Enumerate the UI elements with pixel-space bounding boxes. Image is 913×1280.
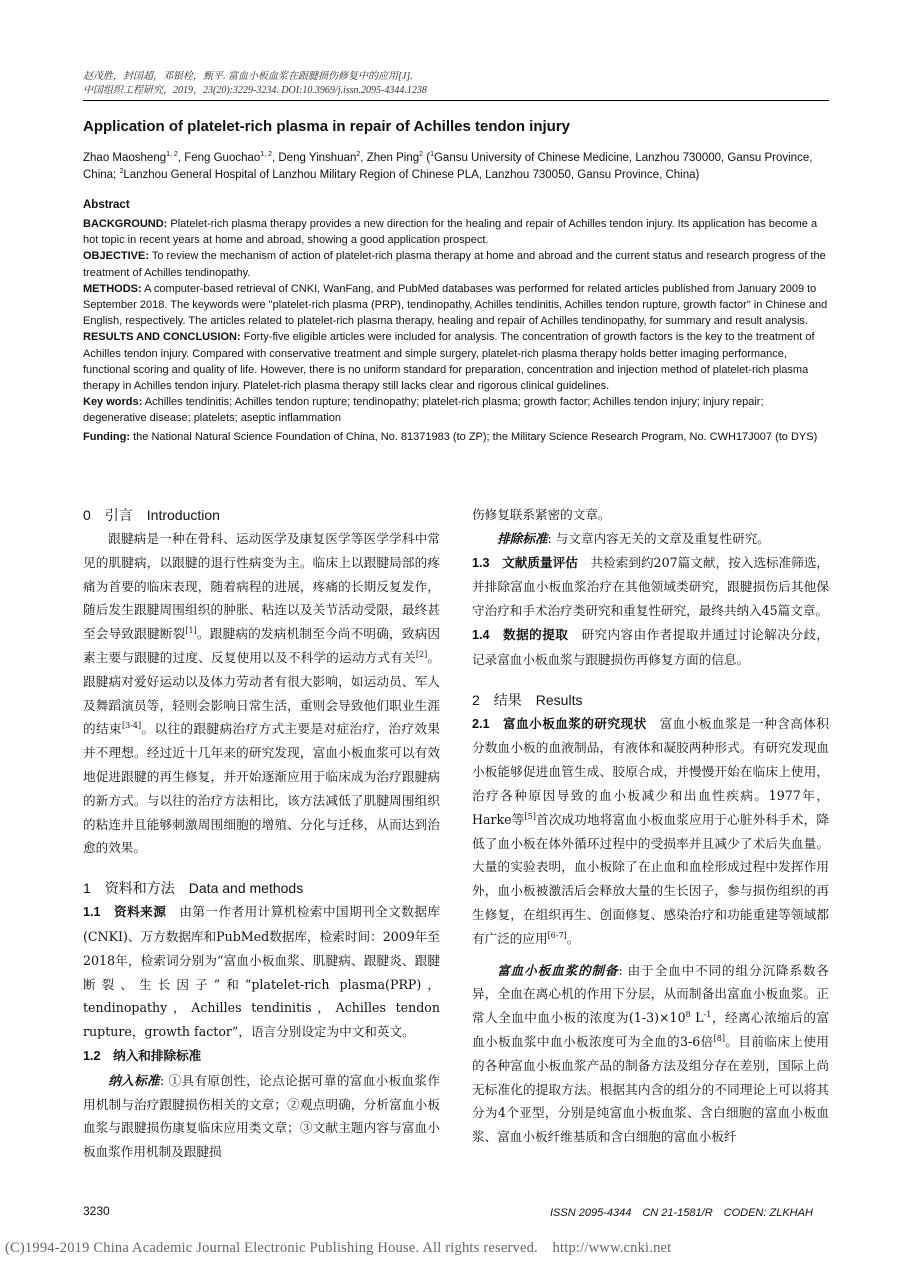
subsection-1-2 (83, 1044, 440, 1069)
subsection-1-4-heading: 1.4 数据的提取 (472, 627, 569, 642)
abstract-label: BACKGROUND: (83, 218, 168, 230)
abstract-label: Key words: (83, 396, 143, 409)
abstract-text: Forty-five eligible articles were included for analysis. The concentration of growth factors is the key to the treatment of Achilles tendon injury. Compared with conservative treatment and simple surgery, platelet-rich plasma therapy holds better imaging performance, functional scoring and quality of life. However, there is no uniform standard for preparation, concentration and injection method of platelet-rich plasma therapy in Achilles tendon injury. Platelet-rich plasma therapy still lacks clear and rigorous clinical guidelines. (83, 331, 815, 393)
citation-header (83, 70, 843, 98)
preparation-label: 富血小板血浆的制备 (497, 962, 619, 978)
header-rule (83, 100, 829, 101)
abstract-label: METHODS: (83, 282, 142, 295)
author-separator: , (271, 152, 279, 164)
section-0-heading: 0 引言 Introduction (83, 507, 220, 523)
citation-ref: [2] (415, 649, 428, 659)
left-column (83, 503, 440, 1164)
author-1: Zhao Maosheng (83, 152, 167, 164)
abstract-funding (83, 429, 829, 445)
body-text: : 与文章内容无关的文章及重复性研究。 (547, 530, 770, 546)
body-text: 。目前临床上使用的各种富血小板血浆产品的制备方法及组分存在差别，国际上尚无标准化的提取方法。根据其内含的组分的不同理论上可以将其分为4个亚型，分别是纯富血小板血浆、含白细胞的富血小板血浆、富血小板纤维基质和含白细胞的富血小板纤 (472, 1033, 830, 1145)
abstract-results (83, 329, 829, 394)
abstract-text: Platelet-rich plasma therapy provides a new direction for the healing and repair of Achilles tendon injury. Its application has become a hot topic in recent years at home and abroad, showing a good application prospect. (83, 218, 818, 247)
right-column (472, 503, 829, 1149)
citation-line-2: 中国组织工程研究，2019，23(20):3229-3234. DOI:10.3969/j.issn.2095-4344.1238 (83, 85, 427, 96)
citation-ref: [3-4] (122, 721, 142, 731)
author-2-affil: 1, 2 (260, 151, 272, 159)
author-separator (423, 152, 426, 164)
body-text: 。以往的跟腱病治疗方式主要是对症治疗，治疗效果并不理想。经过近十几年来的研究发现，富血小板血浆可以有效地促进跟腱的再生修复，并开始逐渐应用于临床成为治疗跟腱病的新方式。与以往的治疗方法相比，该方法减低了肌腱周围组织的粘连并且能够刺激周围细胞的增殖、分化与迁移，从而达到治愈的效果。 (83, 721, 441, 856)
copyright-notice: (C)1994-2019 China Academic Journal Electronic Publishing House. All rights reserved. http://www.cnki.net (5, 1240, 672, 1256)
abstract-heading: Abstract (83, 199, 130, 211)
citation-ref: [8] (713, 1033, 726, 1043)
quality-assessment-paragraph (472, 551, 829, 623)
citation-ref: [5] (524, 811, 536, 821)
abstract-text: To review the mechanism of action of platelet-rich plasma therapy at home and abroad and the current status and research progress of the treatment of Achilles tendinopathy. (83, 250, 826, 279)
abstract-background (83, 216, 829, 248)
author-4: Zhen Ping (366, 152, 420, 164)
subsection-1-3-heading: 1.3 文献质量评估 (472, 555, 578, 570)
exponent: 8 (685, 1009, 691, 1019)
subsection-1-2-heading: 1.2 纳入和排除标准 (83, 1048, 202, 1063)
author-2: Feng Guochao (184, 152, 261, 164)
body-text: ，经离心浓缩后的富血小板血浆中血小板浓度可为全血的3-6倍 (472, 1010, 830, 1049)
body-text: 。 (566, 930, 580, 946)
citation-ref: [6-7] (547, 930, 567, 940)
citation-line-1: 赵茂胜，封国超，邓银栓，甄平. 富血小板血浆在跟腱损伤修复中的应用[J]. (83, 71, 413, 82)
author-separator: , (177, 152, 185, 164)
abstract-body (83, 216, 829, 445)
exclusion-criteria-paragraph (472, 527, 829, 551)
affiliation-1-marker: 1 (430, 151, 434, 159)
abstract-label: RESULTS AND CONCLUSION: (83, 331, 241, 344)
article-title: Application of platelet-rich plasma in repair of Achilles tendon injury (83, 118, 571, 135)
body-text: 跟腱病是一种在骨科、运动医学及康复医学等医学学科中常见的肌腱病，以跟腱的退行性病变为主。临床上以跟腱局部的疼痛为首要的临床表现，随着病程的进展，疼痛的长期反复发作，随后发生跟腱周围组织的肿胀、粘连以及关节活动受限，最终甚至会导致跟腱断裂 (83, 531, 440, 642)
abstract-objective (83, 248, 829, 280)
abstract-text: the National Natural Science Foundation of China, No. 81371983 (to ZP); the Military Science Research Program, No. CWH17J007 (to DYS) (130, 430, 818, 443)
subsection-1-1-heading: 1.1 资料来源 (83, 905, 167, 920)
abstract-text: A computer-based retrieval of CNKI, WanFang, and PubMed databases was performed for related articles published from January 2009 to September 2018. The keywords were "platelet-rich plasma (PRP), tendinopathy, Achilles tendinitis, Achilles tendon rupture, growth factor" in Chinese and English, respectively. The articles related to platelet-rich plasma therapy, healing and repair of Achilles tendinopathy, for summary and result analysis. (83, 282, 828, 328)
body-text: L (690, 1010, 704, 1026)
body-text: 。跟腱病的发病机制至今尚不明确，致病因素主要与跟腱的过度、反复使用以及不科学的运动方式有关 (83, 626, 441, 665)
data-extraction-paragraph (472, 623, 829, 672)
exponent: -1 (703, 1009, 712, 1019)
data-source-paragraph (83, 900, 440, 1044)
abstract-text: Achilles tendinitis; Achilles tendon rupture; tendinopathy; platelet-rich plasma; growth factor; Achilles tendon injury; injury repair; degenerative disease; platelets; aseptic inflammation (83, 396, 764, 425)
body-text: 首次成功地将富血小板血浆应用于心脏外科手术，降低了血小板在体外循环过程中的受损率并且减少了术后失血量。大量的实验表明，血小板除了在止血和血栓形成过程中发挥作用外，血小板被激活后会释放大量的生长因子，参与损伤组织的再生修复，在组织再生、创面修复、感染治疗和功能重建等领域都有广泛的应用 (472, 811, 829, 946)
author-1-affil: 1, 2 (166, 151, 178, 159)
author-separator: , (360, 152, 367, 164)
section-1-heading: 1 资料和方法 Data and methods (83, 880, 304, 897)
body-text: 研究内容由作者提取并通过讨论解决分歧，记录富血小板血浆与跟腱损伤再修复方面的信息。 (472, 626, 830, 667)
body-text: : ①具有原创性，论点论据可靠的富血小板血浆作用机制与治疗跟腱损伤相关的文章；②观点明确，分析富血小板血浆与跟腱损伤康复临床应用类文章；③文献主题内容与富血小板血浆作用机制及跟腱损 (83, 1072, 441, 1160)
author-3: Deng Yinshuan (278, 152, 357, 164)
exclusion-criteria-label: 排除标准 (497, 530, 548, 546)
body-text: 由第一作者用计算机检索中国期刊全文数据库(CNKI)、万方数据库和PubMed数据库，检索时间：2009年至2018年，检索词分别为“富血小板血浆、肌腱病、跟腱炎、跟腱断裂、生长因子”和“platelet-rich plasma(PRP)，tendinopathy，Achilles tendinitis，Achilles tendon rupture，growth factor”，语言分别设定为中文和英文。 (83, 904, 441, 1040)
inclusion-criteria-label: 纳入标准 (108, 1072, 160, 1088)
preparation-paragraph (472, 959, 829, 1149)
subsection-2-1-heading: 2.1 富血小板血浆的研究现状 (472, 716, 647, 731)
author-4-affil: 2 (419, 151, 424, 159)
page-number: 3230 (83, 1204, 110, 1218)
affiliation-2-marker: 2 (119, 168, 124, 176)
intro-paragraph (83, 527, 440, 860)
author-3-affil: 2 (356, 151, 361, 159)
continued-text: 伤修复联系紧密的文章。 (472, 507, 611, 522)
body-text: 。跟腱病对爱好运动以及体力劳动者有很大影响，如运动员、军人及舞蹈演员等，轻则会影响日常生活，重则会导致他们职业生涯的结束 (83, 649, 441, 737)
body-text: 富血小板血浆是一种含高体积分数血小板的血液制品，有液体和凝胶两种形式。有研究发现血小板能够促进血管生成、胶原合成，并慢慢开始在临床上使用，治疗各种原因导致的血小板减少和出血性疾病。1977年，Harke等 (472, 715, 829, 827)
abstract-label: OBJECTIVE: (83, 250, 150, 263)
body-text: : 由于全血中不同的组分沉降系数各异，全血在离心机的作用下分层，从而制备出富血小板血浆。正常人全血中血小板的浓度为(1-3)×10 (472, 962, 830, 1026)
journal-info: ISSN 2095-4344 CN 21-1581/R CODEN: ZLKHAH (550, 1207, 813, 1219)
citation-ref: [1] (185, 626, 197, 635)
abstract-label: Funding: (83, 430, 131, 443)
research-status-paragraph (472, 712, 829, 951)
abstract-keywords (83, 394, 829, 426)
author-line: Zhao Maosheng$^{1, 2}$, Feng Guochao$^{1, 2}$, Deng Yinshuan$^2$, Zhen Ping$^2$ ($^1$Gansu University of Chinese Medicine, Lanzhou 730000, Gansu Province, China; $^2$Lanzhou General Hospital of Lanzhou Military Region of Chinese PLA, Lanzhou 730050, Gansu Province, China) (83, 151, 813, 181)
body-text: 共检索到约207篇文献，按入选标准筛选，并排除富血小板血浆治疗在其他领域类研究，跟腱损伤后其他保守治疗和手术治疗类研究和重复性研究，最终共纳入45篇文章。 (472, 554, 829, 619)
affiliation-1: Gansu University of Chinese Medicine, Lanzhou 730000, Gansu Province, China; (83, 152, 813, 181)
affiliation-2: Lanzhou General Hospital of Lanzhou Military Region of Chinese PLA, Lanzhou 730050, Gansu Province, China) (123, 169, 700, 181)
inclusion-criteria-paragraph (83, 1069, 440, 1164)
abstract-methods (83, 281, 829, 330)
section-2-heading: 2 结果 Results (472, 691, 583, 708)
